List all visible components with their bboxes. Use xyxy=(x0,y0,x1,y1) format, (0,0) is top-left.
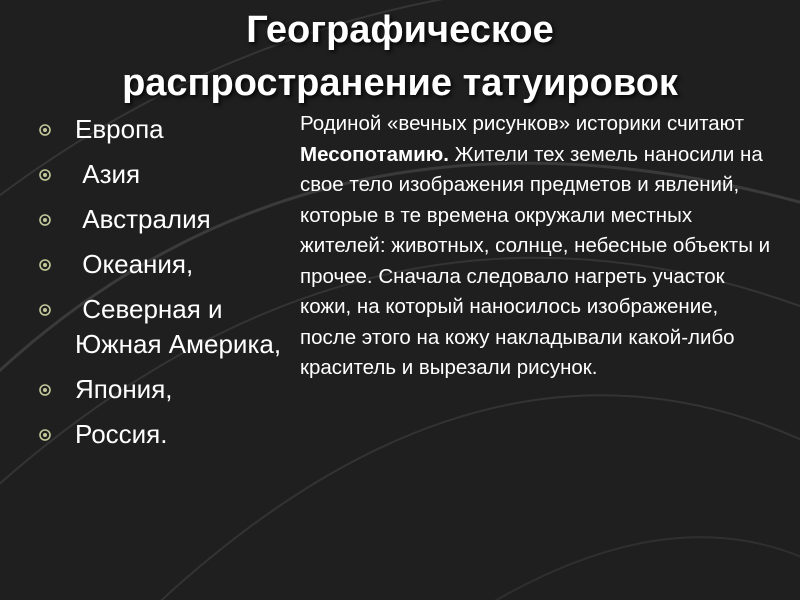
circle-bullet-icon xyxy=(38,168,52,182)
list-item xyxy=(38,292,288,362)
list-item xyxy=(38,202,288,237)
history-paragraph xyxy=(300,109,780,384)
region-label: Океания, xyxy=(75,249,194,279)
circle-bullet-icon xyxy=(38,303,52,317)
regions-list xyxy=(38,112,288,462)
slide-title xyxy=(0,4,800,110)
region-label: Северная и Южная Америка, xyxy=(75,294,282,359)
circle-bullet-icon xyxy=(38,258,52,272)
circle-bullet-icon xyxy=(38,213,52,227)
paragraph-emphasis: Месопотамию. xyxy=(300,142,449,166)
paragraph-text-end: Жители тех земель наносили на свое тело изображения предметов и явлений, которые в те времена окружали местных жителей: животных, солнце, небесные объекты и прочее. Сначала следовало нагреть участок кожи, на который наносилось изображение, после этого на кожу накладывали какой-либо краситель и вырезали рисунок. xyxy=(300,142,771,379)
region-label: Япония, xyxy=(75,374,173,404)
region-label: Россия. xyxy=(75,419,168,449)
paragraph-text-start: Родиной «вечных рисунков» историки считают xyxy=(300,112,744,135)
region-label: Европа xyxy=(75,114,164,144)
slide-title-line-1: Географическое xyxy=(246,9,554,51)
list-item xyxy=(38,247,288,282)
circle-bullet-icon xyxy=(38,383,52,397)
circle-bullet-icon xyxy=(38,428,52,442)
region-label: Азия xyxy=(75,159,141,189)
list-item xyxy=(38,112,288,147)
list-item xyxy=(38,417,288,452)
slide-title-line-2: распространение татуировок xyxy=(122,62,678,104)
region-label: Австралия xyxy=(75,204,211,234)
list-item xyxy=(38,372,288,407)
list-item xyxy=(38,157,288,192)
circle-bullet-icon xyxy=(38,123,52,137)
